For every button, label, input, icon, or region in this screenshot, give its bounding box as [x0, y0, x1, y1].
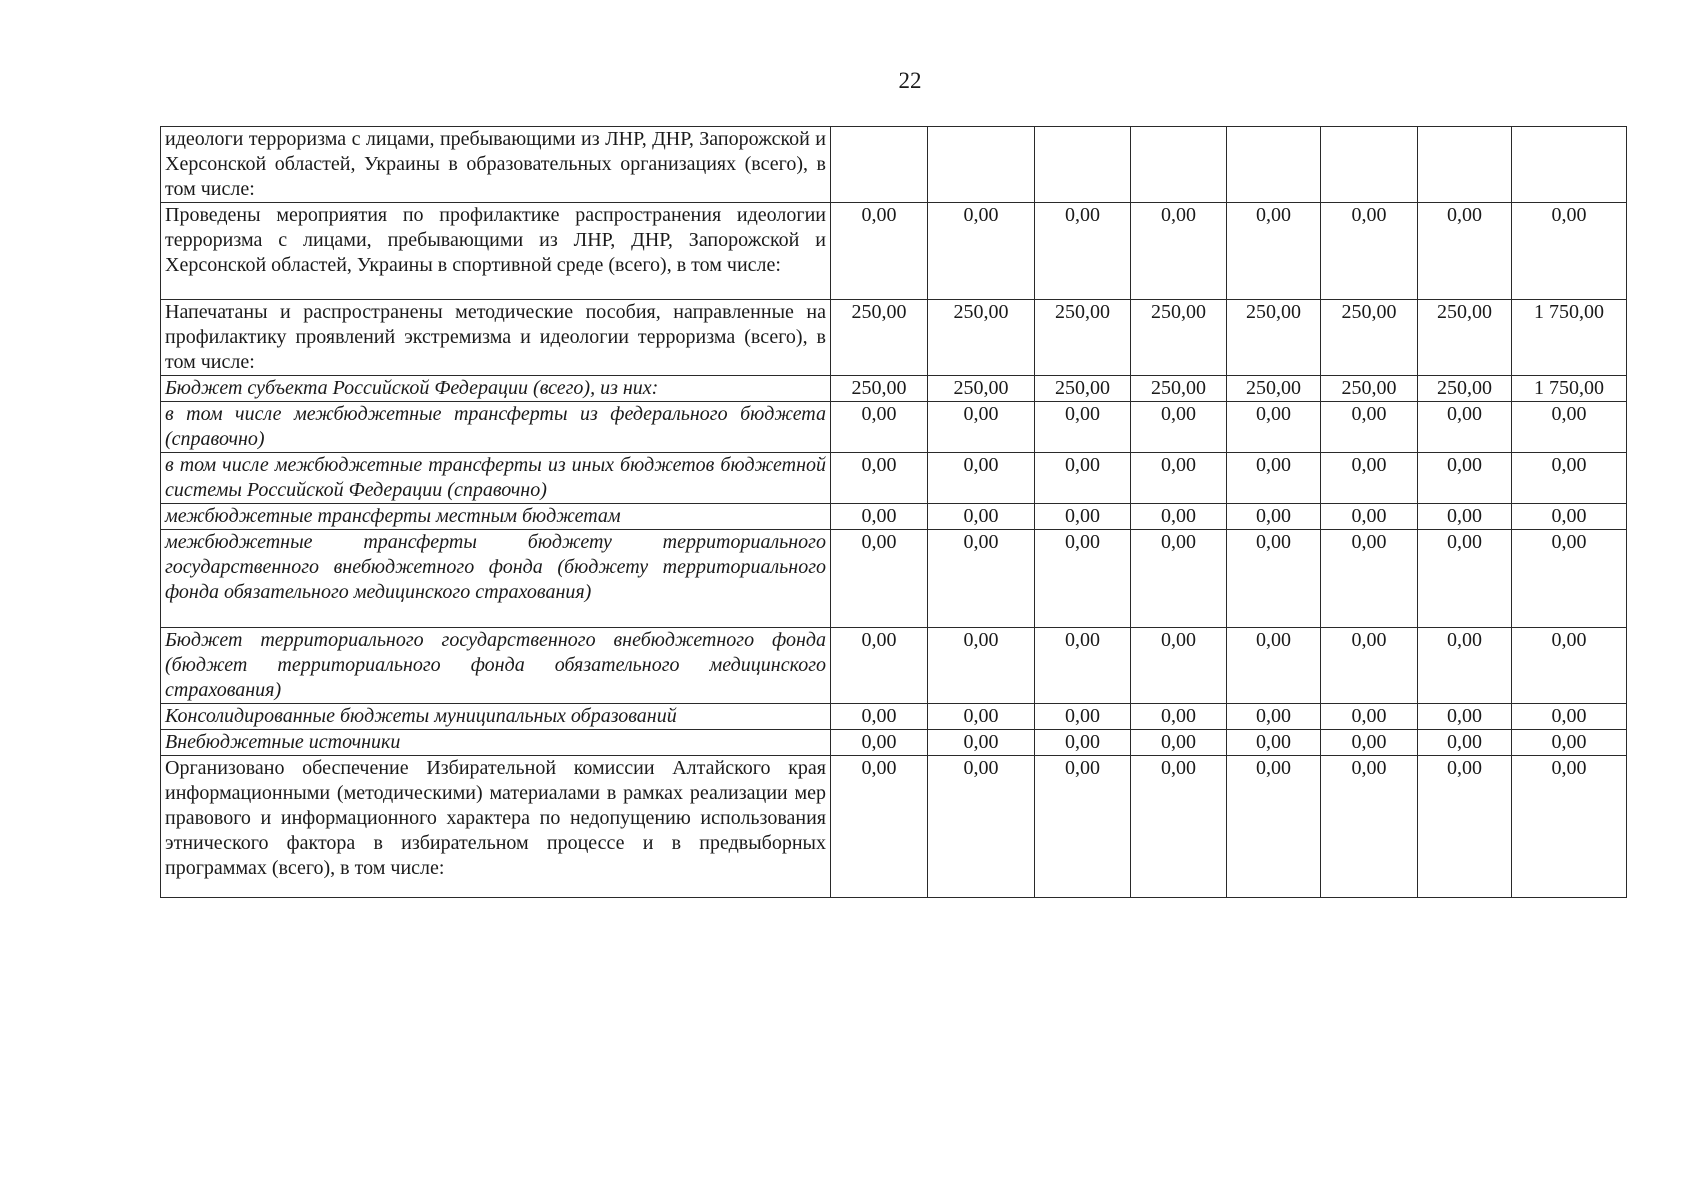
value-cell: 0,00	[1321, 504, 1418, 530]
value-cell: 0,00	[1512, 730, 1627, 756]
row-description: Напечатаны и распространены методические пособия, направленные на профилактику проявлений экстремизма и идеологии терроризма (всего), в том числе:	[161, 300, 831, 376]
value-cell: 0,00	[1512, 402, 1627, 453]
table-row	[161, 127, 1627, 203]
value-cell: 0,00	[1227, 628, 1321, 704]
table-row	[161, 402, 1627, 453]
value-cell: 0,00	[1321, 628, 1418, 704]
value-cell: 250,00	[1131, 300, 1227, 376]
value-cell: 250,00	[1418, 376, 1512, 402]
value-cell	[831, 127, 928, 203]
value-cell: 0,00	[1418, 203, 1512, 300]
value-cell: 0,00	[1227, 504, 1321, 530]
value-cell: 0,00	[831, 730, 928, 756]
value-cell: 0,00	[1227, 704, 1321, 730]
value-cell: 0,00	[1131, 628, 1227, 704]
value-cell: 250,00	[1418, 300, 1512, 376]
value-cell: 0,00	[1418, 628, 1512, 704]
value-cell: 0,00	[1321, 704, 1418, 730]
value-cell: 0,00	[1035, 203, 1131, 300]
value-cell: 0,00	[1418, 453, 1512, 504]
row-description: Внебюджетные источники	[161, 730, 831, 756]
value-cell: 0,00	[1131, 530, 1227, 628]
row-description: межбюджетные трансферты местным бюджетам	[161, 504, 831, 530]
value-cell	[928, 127, 1035, 203]
value-cell: 0,00	[928, 628, 1035, 704]
value-cell: 0,00	[1035, 704, 1131, 730]
value-cell: 0,00	[1035, 628, 1131, 704]
value-cell: 0,00	[1131, 504, 1227, 530]
value-cell: 0,00	[1227, 730, 1321, 756]
page-number: 22	[898, 68, 922, 93]
value-cell	[1131, 127, 1227, 203]
value-cell: 0,00	[1418, 704, 1512, 730]
value-cell: 250,00	[1321, 376, 1418, 402]
value-cell: 250,00	[928, 300, 1035, 376]
value-cell: 0,00	[928, 203, 1035, 300]
value-cell: 250,00	[831, 300, 928, 376]
value-cell: 0,00	[1321, 730, 1418, 756]
value-cell: 0,00	[928, 704, 1035, 730]
value-cell: 250,00	[1321, 300, 1418, 376]
value-cell: 0,00	[1321, 402, 1418, 453]
value-cell: 0,00	[1035, 730, 1131, 756]
value-cell: 0,00	[1035, 530, 1131, 628]
value-cell: 0,00	[1131, 402, 1227, 453]
value-cell: 0,00	[928, 504, 1035, 530]
row-description: в том числе межбюджетные трансферты из иных бюджетов бюджетной системы Российской Федерации (справочно)	[161, 453, 831, 504]
row-description: идеологи терроризма с лицами, пребывающими из ЛНР, ДНР, Запорожской и Херсонской областей, Украины в образовательных организациях (всего), в том числе:	[161, 127, 831, 203]
table-row	[161, 376, 1627, 402]
row-description: Бюджет субъекта Российской Федерации (всего), из них:	[161, 376, 831, 402]
value-cell: 0,00	[1131, 756, 1227, 898]
value-cell: 0,00	[928, 402, 1035, 453]
value-cell: 0,00	[1418, 504, 1512, 530]
table-row	[161, 504, 1627, 530]
value-cell: 0,00	[1512, 628, 1627, 704]
value-cell: 250,00	[1227, 376, 1321, 402]
row-description: Организовано обеспечение Избирательной комиссии Алтайского края информационными (методическими) материалами в рамках реализации мер правового и информационного характера по недопущению использования этнического фактора в избирательном процессе и в предвыборных программах (всего), в том числе:	[161, 756, 831, 898]
value-cell: 0,00	[831, 504, 928, 530]
value-cell	[1035, 127, 1131, 203]
table-row	[161, 756, 1627, 898]
value-cell: 0,00	[1321, 530, 1418, 628]
row-description: Проведены мероприятия по профилактике распространения идеологии терроризма с лицами, пребывающими из ЛНР, ДНР, Запорожской и Херсонской областей, Украины в спортивной среде (всего), в том числе:	[161, 203, 831, 300]
row-description: Бюджет территориального государственного внебюджетного фонда (бюджет территориального фонда обязательного медицинского страхования)	[161, 628, 831, 704]
value-cell: 0,00	[1227, 530, 1321, 628]
value-cell: 0,00	[831, 756, 928, 898]
value-cell: 250,00	[1131, 376, 1227, 402]
row-description: Консолидированные бюджеты муниципальных образований	[161, 704, 831, 730]
value-cell: 250,00	[1035, 376, 1131, 402]
table-row	[161, 730, 1627, 756]
row-description: в том числе межбюджетные трансферты из федерального бюджета (справочно)	[161, 402, 831, 453]
value-cell: 1 750,00	[1512, 300, 1627, 376]
value-cell: 0,00	[1512, 203, 1627, 300]
value-cell: 0,00	[1227, 453, 1321, 504]
value-cell: 0,00	[831, 530, 928, 628]
value-cell: 0,00	[831, 453, 928, 504]
value-cell: 0,00	[1321, 756, 1418, 898]
value-cell: 0,00	[1227, 402, 1321, 453]
table-row	[161, 300, 1627, 376]
value-cell: 1 750,00	[1512, 376, 1627, 402]
value-cell: 0,00	[831, 704, 928, 730]
value-cell: 0,00	[1418, 530, 1512, 628]
value-cell: 0,00	[831, 402, 928, 453]
value-cell	[1227, 127, 1321, 203]
row-description: межбюджетные трансферты бюджету территориального государственного внебюджетного фонда (бюджету территориального фонда обязательного медицинского страхования)	[161, 530, 831, 628]
table-row	[161, 628, 1627, 704]
value-cell: 0,00	[1131, 730, 1227, 756]
table-row	[161, 704, 1627, 730]
value-cell: 0,00	[928, 453, 1035, 504]
table-row	[161, 203, 1627, 300]
value-cell: 0,00	[1512, 756, 1627, 898]
value-cell: 250,00	[1227, 300, 1321, 376]
value-cell: 0,00	[1131, 453, 1227, 504]
table-row	[161, 453, 1627, 504]
value-cell: 0,00	[1418, 730, 1512, 756]
table-body	[161, 127, 1627, 898]
value-cell: 0,00	[831, 628, 928, 704]
table-row	[161, 530, 1627, 628]
value-cell	[1418, 127, 1512, 203]
value-cell: 0,00	[1321, 203, 1418, 300]
value-cell: 250,00	[928, 376, 1035, 402]
value-cell: 0,00	[928, 756, 1035, 898]
value-cell: 0,00	[831, 203, 928, 300]
budget-table	[160, 126, 1627, 898]
value-cell: 0,00	[1227, 756, 1321, 898]
value-cell: 0,00	[1418, 402, 1512, 453]
value-cell: 0,00	[1512, 530, 1627, 628]
value-cell: 0,00	[1035, 453, 1131, 504]
value-cell: 0,00	[1227, 203, 1321, 300]
value-cell: 0,00	[1131, 203, 1227, 300]
value-cell: 0,00	[928, 730, 1035, 756]
value-cell: 0,00	[1512, 704, 1627, 730]
value-cell: 0,00	[1131, 704, 1227, 730]
value-cell: 0,00	[1035, 402, 1131, 453]
value-cell	[1321, 127, 1418, 203]
value-cell: 0,00	[1035, 504, 1131, 530]
value-cell: 0,00	[928, 530, 1035, 628]
value-cell: 0,00	[1035, 756, 1131, 898]
value-cell: 250,00	[831, 376, 928, 402]
value-cell: 0,00	[1418, 756, 1512, 898]
value-cell: 0,00	[1321, 453, 1418, 504]
value-cell: 250,00	[1035, 300, 1131, 376]
value-cell: 0,00	[1512, 504, 1627, 530]
value-cell	[1512, 127, 1627, 203]
value-cell: 0,00	[1512, 453, 1627, 504]
